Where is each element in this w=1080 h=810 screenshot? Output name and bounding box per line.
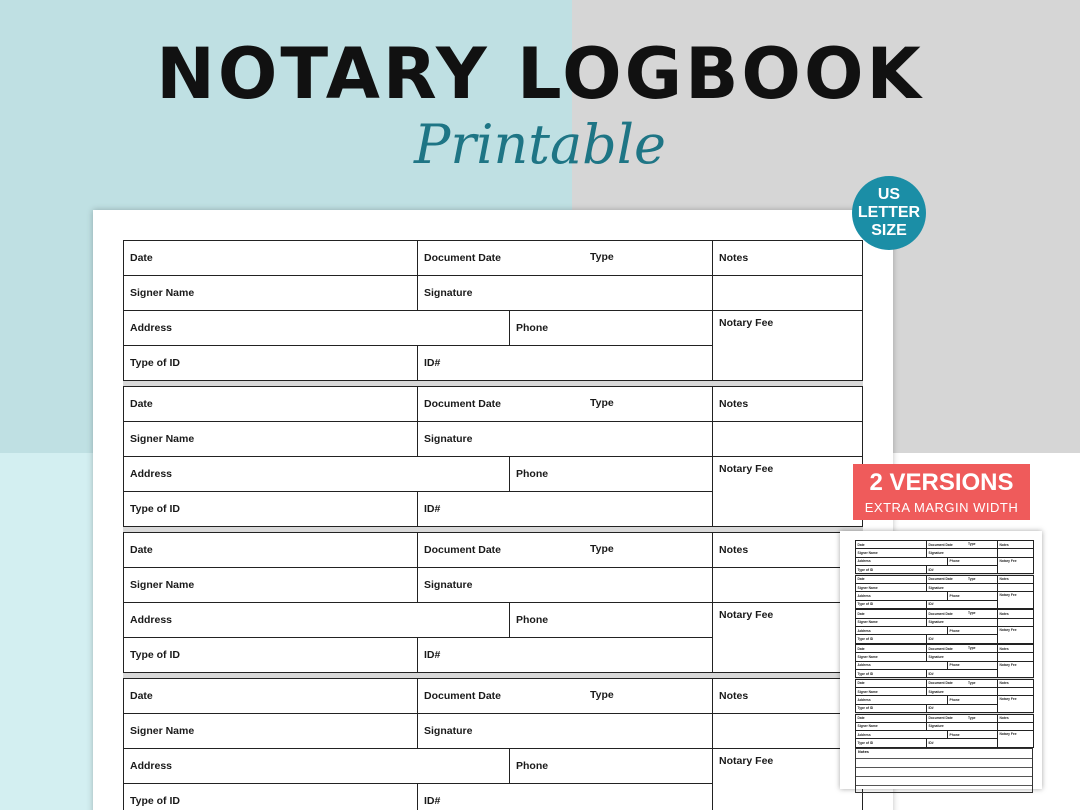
address-cell: Address [855,661,948,670]
signer-name-cell: Signer Name [855,687,927,696]
signature-cell: Signature [417,713,713,749]
notary-fee-cell: Notary Fee [712,748,863,810]
phone-cell: Phone [947,626,998,635]
type-of-id-cell: Type of ID [123,637,418,673]
document-date-cell: Document Date [926,609,998,618]
date-cell: Date [123,532,418,568]
type-label: Type [590,397,614,409]
thumbnail-table-wrap [855,540,1033,793]
logbook-table [123,240,862,810]
document-date-cell: Document Date [417,678,713,714]
notes-cell: Notes [712,532,863,568]
type-label: Type [590,543,614,555]
document-date-cell: Document Date [926,540,998,549]
document-date-cell: Document Date [926,644,998,653]
id-number-cell: ID# [926,738,998,747]
notes-cell: Notes [997,714,1034,723]
id-number-cell: ID# [926,565,998,574]
notes-cell: Notes [997,575,1034,584]
signature-cell: Signature [926,548,998,557]
type-label: Type [968,715,976,720]
id-number-cell: ID# [417,783,713,810]
signature-cell: Signature [926,583,998,592]
phone-cell: Phone [947,695,998,704]
date-cell: Date [855,679,927,688]
type-of-id-cell: Type of ID [855,600,927,609]
type-of-id-cell: Type of ID [855,565,927,574]
document-date-cell: Document Date [926,575,998,584]
signer-name-cell: Signer Name [123,275,418,311]
id-number-cell: ID# [926,634,998,643]
date-cell: Date [855,609,927,618]
versions-title: 2 VERSIONS [869,469,1014,496]
thumbnail-table [855,540,1033,747]
notes-cell: Notes [712,240,863,276]
signer-name-cell: Signer Name [855,618,927,627]
versions-subtitle: EXTRA MARGIN WIDTH [864,500,1019,515]
badge-line-1: US [877,186,901,203]
address-cell: Address [123,748,510,784]
phone-cell: Phone [509,748,713,784]
type-of-id-cell: Type of ID [123,345,418,381]
thumbnail-notes-box [855,748,1033,793]
document-date-cell: Document Date [417,386,713,422]
type-label: Type [968,646,976,651]
phone-cell: Phone [509,602,713,638]
address-cell: Address [855,695,948,704]
type-of-id-cell: Type of ID [855,634,927,643]
notes-cell: Notes [997,644,1034,653]
notes-cell: Notes [712,678,863,714]
date-cell: Date [123,386,418,422]
versions-banner [853,464,1030,520]
type-of-id-cell: Type of ID [855,738,927,747]
id-number-cell: ID# [926,704,998,713]
phone-cell: Phone [947,591,998,600]
document-date-cell: Document Date [926,679,998,688]
page-title: NOTARY LOGBOOK [156,33,924,115]
id-number-cell: ID# [417,491,713,527]
document-date-cell: Document Date [417,532,713,568]
logbook-page [93,210,893,810]
date-cell: Date [123,678,418,714]
notes-cell: Notes [997,609,1034,618]
notes-cell: Notes [997,540,1034,549]
notary-fee-cell: Notary Fee [712,602,863,673]
type-of-id-cell: Type of ID [855,669,927,678]
type-label: Type [590,251,614,263]
address-cell: Address [855,591,948,600]
signature-cell: Signature [926,722,998,731]
badge-line-3: SIZE [871,222,907,239]
thumbnail-preview [840,531,1042,789]
notary-fee-cell: Notary Fee [997,730,1034,748]
id-number-cell: ID# [926,669,998,678]
address-cell: Address [855,730,948,739]
document-date-cell: Document Date [926,714,998,723]
type-label: Type [590,689,614,701]
signature-cell: Signature [926,618,998,627]
notes-cell: Notes [712,386,863,422]
signature-cell: Signature [417,275,713,311]
date-cell: Date [855,714,927,723]
signer-name-cell: Signer Name [855,583,927,592]
signature-cell: Signature [417,421,713,457]
address-cell: Address [123,456,510,492]
notes-blank-cell [712,421,863,457]
address-cell: Address [855,626,948,635]
signature-cell: Signature [926,687,998,696]
notes-cell: Notes [997,679,1034,688]
signer-name-cell: Signer Name [855,652,927,661]
page-subtitle: Printable [414,113,666,176]
phone-cell: Phone [947,730,998,739]
type-label: Type [968,576,976,581]
type-of-id-cell: Type of ID [855,704,927,713]
address-cell: Address [855,557,948,566]
type-label: Type [968,542,976,546]
date-cell: Date [855,540,927,549]
phone-cell: Phone [509,310,713,346]
notary-fee-cell: Notary Fee [997,626,1034,644]
notary-fee-cell: Notary Fee [997,695,1034,713]
notary-fee-cell: Notary Fee [712,456,863,527]
signature-cell: Signature [926,652,998,661]
phone-cell: Phone [947,661,998,670]
notary-fee-cell: Notary Fee [997,591,1034,609]
id-number-cell: ID# [417,637,713,673]
id-number-cell: ID# [926,600,998,609]
document-date-cell: Document Date [417,240,713,276]
address-cell: Address [123,602,510,638]
date-cell: Date [123,240,418,276]
signer-name-cell: Signer Name [855,548,927,557]
date-cell: Date [855,644,927,653]
notary-fee-cell: Notary Fee [997,557,1034,575]
phone-cell: Phone [509,456,713,492]
type-label: Type [968,680,976,685]
notary-fee-cell: Notary Fee [997,661,1034,679]
date-cell: Date [855,575,927,584]
type-of-id-cell: Type of ID [123,491,418,527]
signer-name-cell: Signer Name [123,713,418,749]
signature-cell: Signature [417,567,713,603]
thumbnail-notes-label: Notes [858,749,869,754]
badge-line-2: LETTER [857,204,921,221]
notary-fee-cell: Notary Fee [712,310,863,381]
address-cell: Address [123,310,510,346]
id-number-cell: ID# [417,345,713,381]
type-of-id-cell: Type of ID [123,783,418,810]
phone-cell: Phone [947,557,998,566]
letter-size-badge [852,176,926,250]
notes-blank-cell [712,275,863,311]
signer-name-cell: Signer Name [123,421,418,457]
signer-name-cell: Signer Name [123,567,418,603]
signer-name-cell: Signer Name [855,722,927,731]
type-label: Type [968,611,976,616]
